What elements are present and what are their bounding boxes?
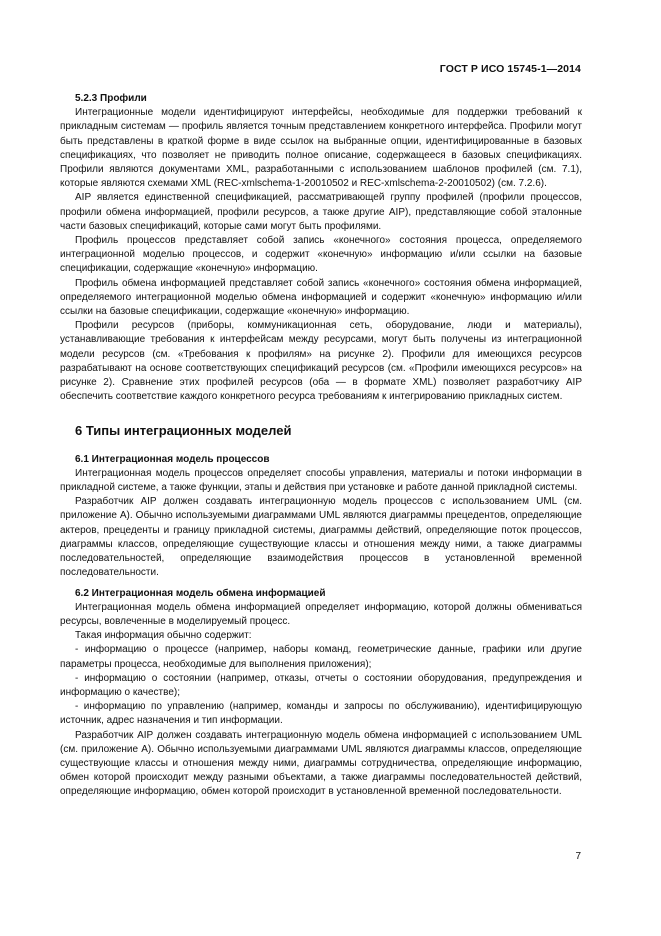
- list-item: - информацию о состоянии (например, отказы, отчеты о состоянии оборудования, предупреждения и информацию о качестве);: [60, 672, 582, 698]
- section-heading-6: 6 Типы интеграционных моделей: [75, 423, 292, 439]
- document-body: [60, 92, 582, 800]
- list-item: - информацию по управлению (например, команды и запросы по обслуживанию), идентифицирующую источник, адрес назначения и тип информации.: [60, 701, 582, 727]
- section-heading-6-1: 6.1 Интеграционная модель процессов: [75, 453, 270, 465]
- section-heading-6-2: 6.2 Интеграционная модель обмена информацией: [75, 587, 326, 599]
- page-number: 7: [575, 851, 581, 862]
- paragraph: Разработчик AIP должен создавать интеграционную модель обмена информацией с использованием UML (см. приложение А). Обычно используемыми диаграммами UML являются диаграммы классов, определяющие существующие классы и отношения между ними, диаграммы сотрудничества, определяющие информацию, обмен которой происходит между разными объектами, а также диаграммы последовательностей действий, определяющие информацию, обмен которой происходит в установленной временной последовательности.: [60, 729, 582, 798]
- paragraph: Профиль процессов представляет собой запись «конечного» состояния процесса, определяемого интеграционной моделью процессов, и содержит «конечную» информацию и/или ссылки на базовые спецификации, содержащие «конечную» информацию.: [60, 235, 582, 275]
- list-item: - информацию о процессе (например, наборы команд, геометрические данные, графики или другие параметры процесса, необходимые для выполнения приложения);: [60, 644, 582, 670]
- paragraph: Интеграционная модель процессов определяет способы управления, материалы и потоки информации в прикладной системе, а также функции, этапы и действия при установке и работе данной прикладной системы.: [60, 467, 582, 494]
- document-header: ГОСТ Р ИСО 15745-1—2014: [439, 63, 581, 75]
- paragraph: Профиль обмена информацией представляет собой запись «конечного» состояния обмена информацией, определяемого интеграционной моделью обмена информацией и содержит «конечную» информацию и/или ссылки на базовые спецификации, содержащие «конечную» информацию.: [60, 277, 582, 318]
- paragraph: Интеграционная модель обмена информацией определяет информацию, которой должны обмениваться ресурсы, вовлеченные в моделируемый процесс.: [60, 601, 582, 627]
- paragraph: Такая информация обычно содержит:: [75, 630, 252, 642]
- section-heading-5-2-3: 5.2.3 Профили: [75, 93, 147, 104]
- paragraph: Разработчик AIP должен создавать интеграционную модель процессов с использованием UML (см. приложение А). Обычно используемыми диаграммами UML являются диаграммы прецедентов, определяющие актеров, прецеденты и границу прикладной системы, диаграммы действий, определяющие поток процессов, диаграммы классов, определяющие существующие классы и отношения между ними, а также диаграммы последовательностей, определяющие взаимодействия процессов в установленной временной последовательности.: [60, 496, 582, 579]
- paragraph: Интеграционные модели идентифицируют интерфейсы, необходимые для поддержки требований к прикладным системам — профиль является точным представлением конкретного интерфейса. Профили могут быть представлены в краткой форме в виде ссылок на выбранные опции, идентифицированные в базовых спецификациях, что позволяет не приводить полное описание, содержащееся в базовых спецификациях. Профили являются документами XML, разработанными с использованием шаблонов профилей (см. 7.1), которые являются схемами XML (REC-xmlschema-1-20010502 и REC-xmlschema-2-20010502) (см. 7.2.6).: [60, 107, 582, 190]
- paragraph: Профили ресурсов (приборы, коммуникационная сеть, оборудование, люди и материалы), устанавливающие требования к интерфейсам между ресурсами, могут быть получены из интеграционной модели ресурсов (см. «Требования к профилям» на рисунке 2). Профили для имеющихся ресурсов разрабатывают на основе соответствующих спецификаций ресурсов (см. «Профили имеющихся ресурсов» на рисунке 2). Сравнение этих профилей ресурсов (оба — в формате XML) позволяет разработчику AIP обеспечить соответствие каждого конкретного ресурса требованиям к интегрированию прикладных систем.: [60, 320, 582, 403]
- paragraph: AIP является единственной спецификацией, рассматривающей группу профилей (профили процессов, профили обмена информацией, профили ресурсов, а также другие AIP), представляющие собой эталонные части базовых спецификаций, которые сами могут быть профилями.: [60, 192, 582, 232]
